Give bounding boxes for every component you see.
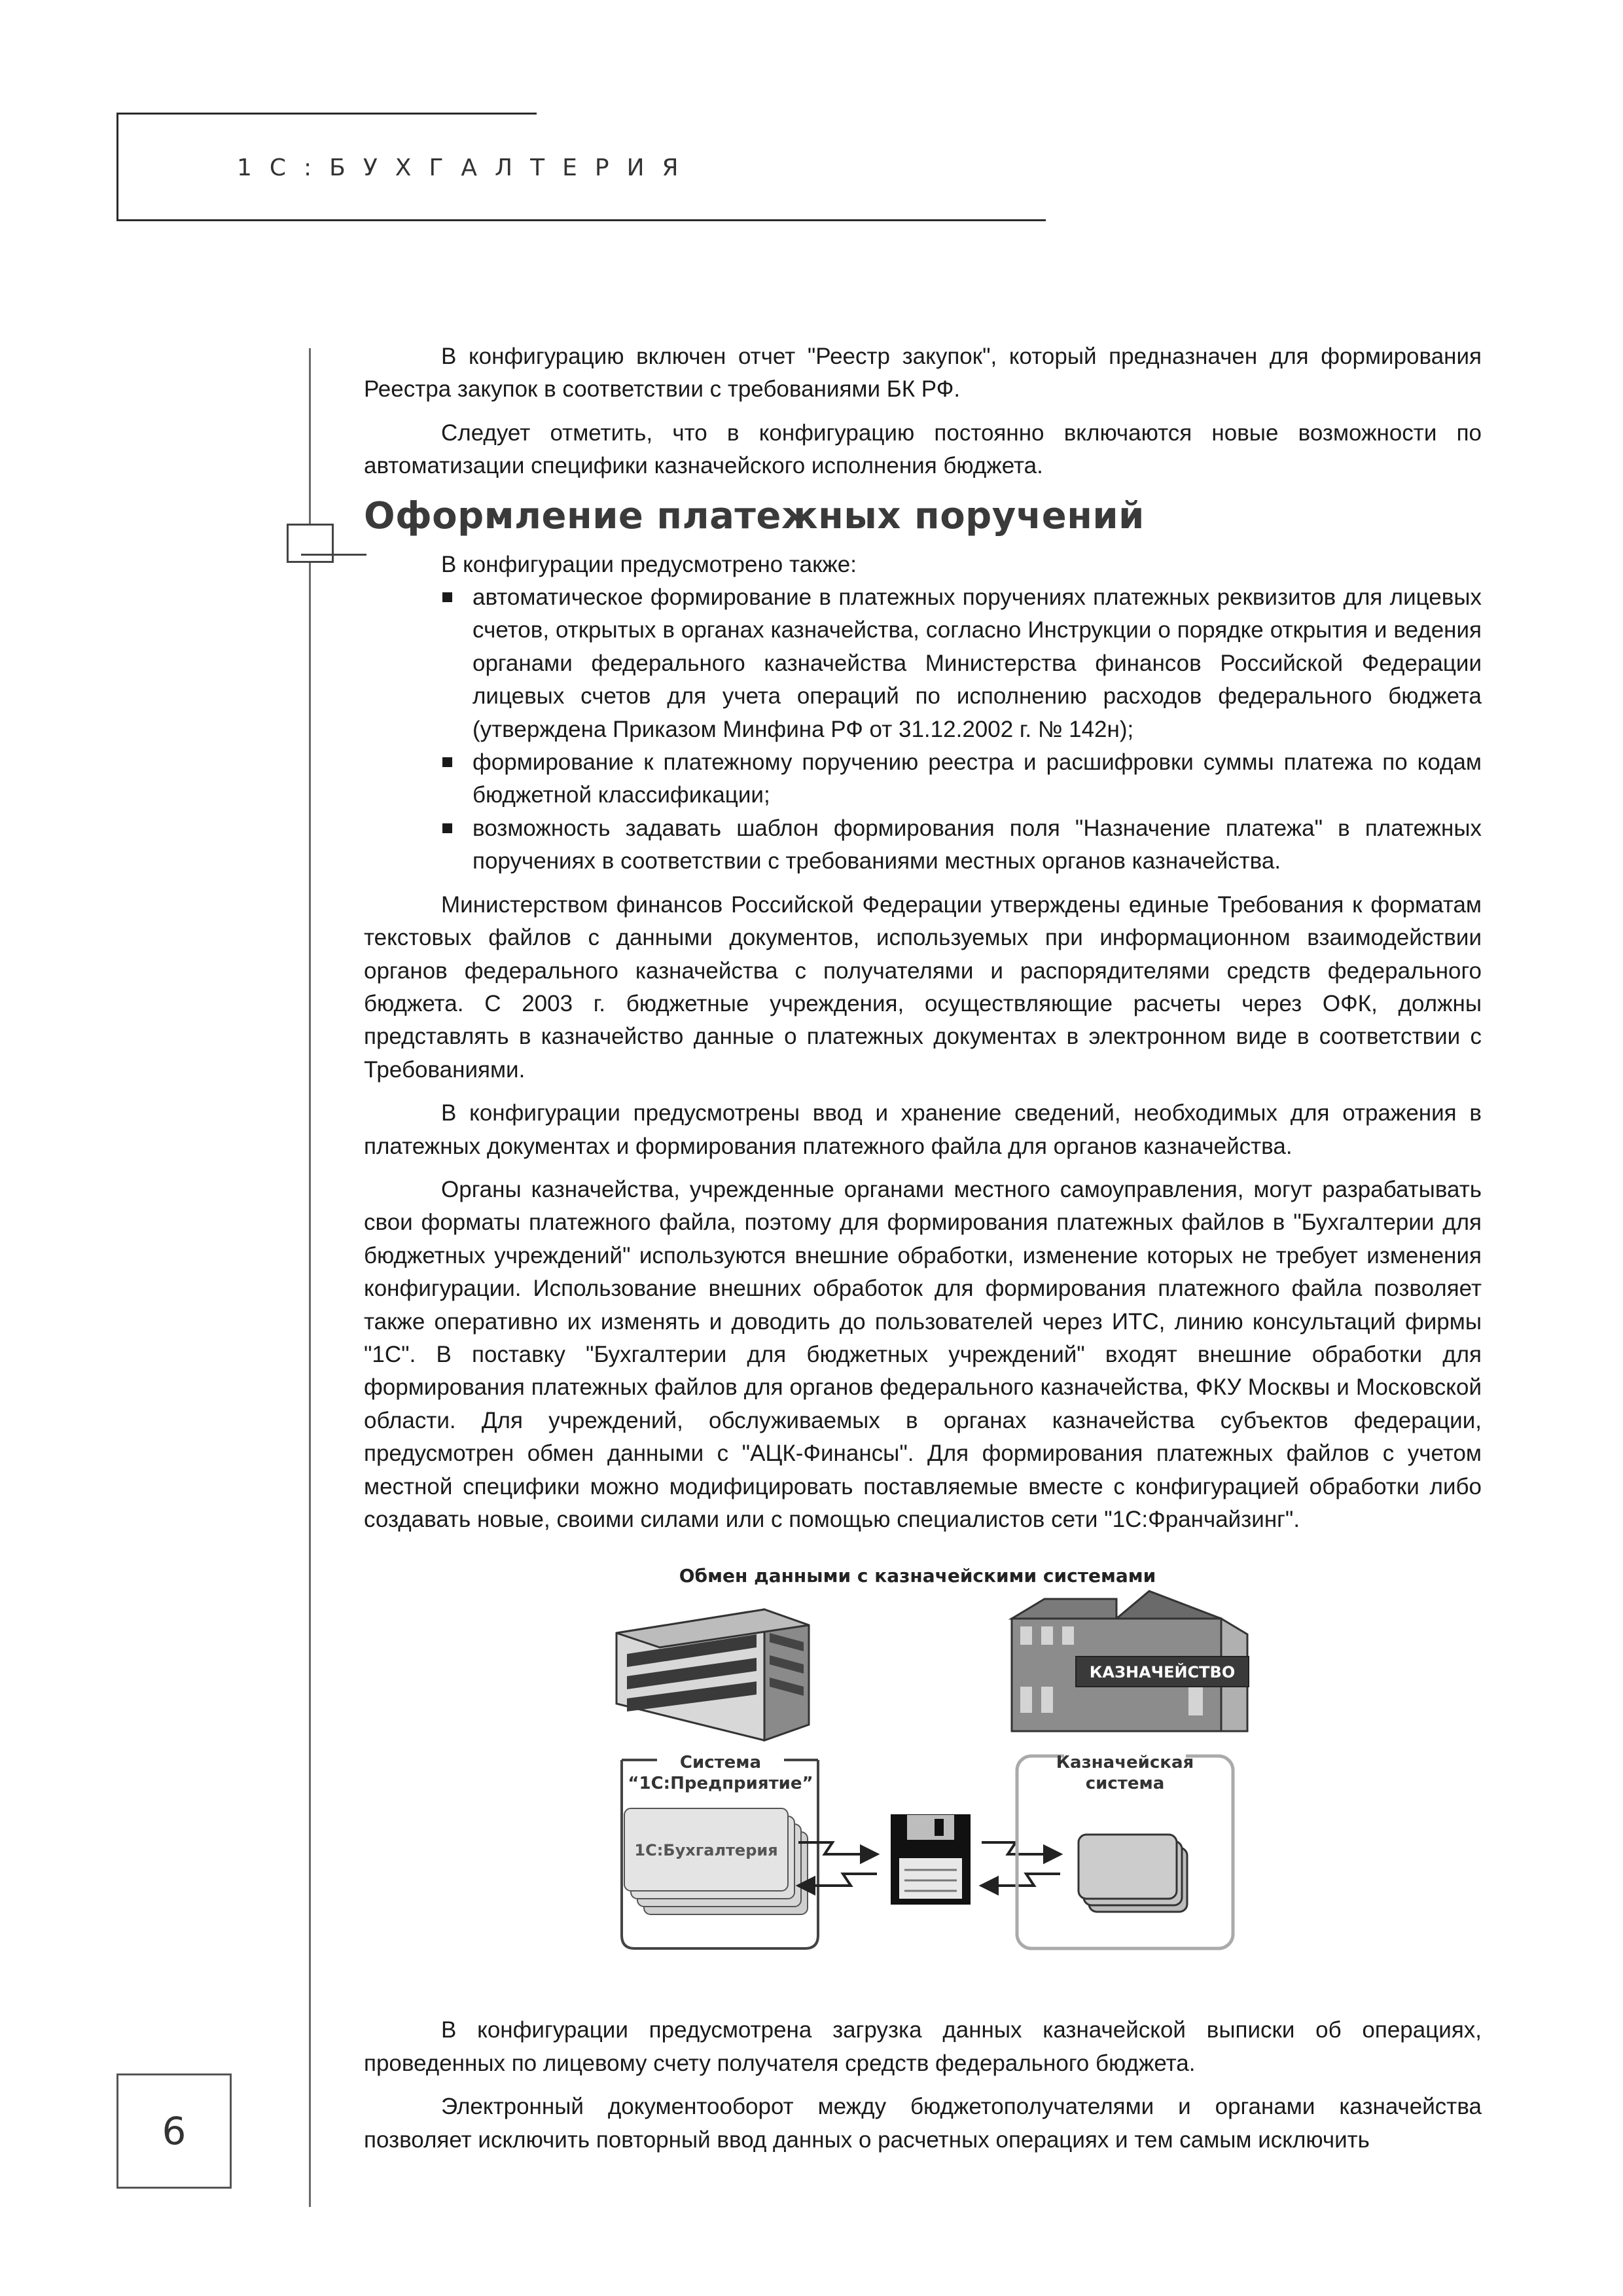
right-system-label-1: Казначейская <box>1056 1753 1194 1773</box>
left-system-label-2: “1С:Предприятие” <box>628 1774 813 1794</box>
left-system-label-1: Система <box>679 1753 762 1773</box>
list-item <box>364 812 1482 878</box>
accounting-cards-icon <box>624 1808 808 1914</box>
section-marker <box>287 524 334 563</box>
main-content <box>364 340 1482 2167</box>
section-title: Оформление платежных поручений <box>364 494 1145 537</box>
feature-list <box>364 581 1482 878</box>
paragraph-5: Органы казначейства, учрежденные органами местного самоуправления, могут разрабатывать свои форматы платежного файла, поэтому для формирования платежных файлов в "Бухгалтерии для бюджетных учреждений" используются внешние обработки, изменение которых не требует изменения конфигурации. Использование внешних обработок для формирования платежного файла позволяет также оперативно их изменять и доводить до пользователей через ИТС, линию консультаций фирмы "1С". В поставку "Бухгалтерии для бюджетных учреждений" входят внешние обработки для формирования платежных файлов для органов федерального казначейства, ФКУ Москвы и Московской области. Для учреждений, обслуживаемых в органах казначейства субъектов федерации, предусмотрен обмен данными с "АЦК-Финансы". Для формирования платежных файлов с учетом местной специфики можно модифицировать поставляемые вместе с конфигурацией обработки либо создавать новые, своими силами или с помощью специалистов сети "1С:Франчайзинг". <box>364 1176 1482 1532</box>
paragraph-2: Следует отметить, что в конфигурацию постоянно включаются новые возможности по автоматизации специфики казначейского исполнения бюджета. <box>364 420 1482 479</box>
running-head: 1С:БУХГАЛТЕРИЯ <box>237 154 696 181</box>
paragraph-7: Электронный документооборот между бюджетополучателями и органами казначейства позволяет исключить повторный ввод данных о расчетных операциях и тем самым исключить <box>364 2094 1482 2153</box>
section-marker-tick <box>301 554 366 556</box>
square-bullet-icon <box>442 823 452 833</box>
treasury-cards-icon <box>1079 1835 1187 1912</box>
treasury-sign: КАЗНАЧЕЙСТВО <box>1089 1663 1236 1682</box>
list-item <box>364 746 1482 812</box>
header-line-bottom <box>116 219 1046 221</box>
floppy-disk-icon <box>891 1815 970 1904</box>
exchange-arrows-right-icon <box>982 1842 1060 1893</box>
list-item <box>364 581 1482 746</box>
office-building-icon <box>616 1609 809 1740</box>
paragraph-1: В конфигурацию включен отчет "Реестр закупок", который предназначен для формирования Реестра закупок в соответствии с требованиями БК РФ. <box>364 344 1482 403</box>
header-line-top <box>116 113 537 115</box>
margin-rule <box>309 348 311 2207</box>
section-intro: В конфигурации предусмотрено также: <box>441 551 857 577</box>
right-system-label-2: система <box>1085 1774 1165 1794</box>
accounting-card-label: 1С:Бухгалтерия <box>634 1841 778 1860</box>
exchange-diagram-svg <box>364 1556 1482 1988</box>
list-item-text: возможность задавать шаблон формирования поля "Назначение платежа" в платежных поручениях в соответствии с требованиями местных органов казначейства. <box>473 815 1482 874</box>
paragraph-6: В конфигурации предусмотрена загрузка данных казначейской выписки об операциях, проведенных по лицевому счету получателя средств федерального бюджета. <box>364 2017 1482 2076</box>
header-line-left <box>116 113 118 221</box>
page-number: 6 <box>162 2109 187 2153</box>
paragraph-3: Министерством финансов Российской Федерации утверждены единые Требования к форматам текстовых файлов с данными документов, используемых при информационном взаимодействии органов федерального казначейства с получателями и распорядителями средств федерального бюджета. С 2003 г. бюджетные учреждения, осуществляющие расчеты через ОФК, должны представлять в казначейство данные о платежных документах в электронном виде в соответствии с Требованиями. <box>364 891 1482 1083</box>
exchange-arrows-left-icon <box>798 1842 877 1893</box>
treasury-building-icon <box>1012 1591 1249 1731</box>
paragraph-4: В конфигурации предусмотрены ввод и хранение сведений, необходимых для отражения в платежных документах и формирования платежного файла для органов казначейства. <box>364 1100 1482 1159</box>
exchange-diagram <box>364 1556 1482 1988</box>
list-item-text: формирование к платежному поручению реестра и расшифровки суммы платежа по кодам бюджетной классификации; <box>473 749 1482 808</box>
square-bullet-icon <box>442 592 452 602</box>
list-item-text: автоматическое формирование в платежных поручениях платежных реквизитов для лицевых счетов, открытых в органах казначейства, согласно Инструкции о порядке открытия и ведения органами федерального казначейства Министерства финансов Российской Федерации лицевых счетов для учета операций по исполнению расходов федерального бюджета (утверждена Приказом Минфина РФ от 31.12.2002 г. № 142н); <box>473 584 1482 742</box>
square-bullet-icon <box>442 757 452 767</box>
diagram-title: Обмен данными с казначейскими системами <box>679 1565 1156 1587</box>
